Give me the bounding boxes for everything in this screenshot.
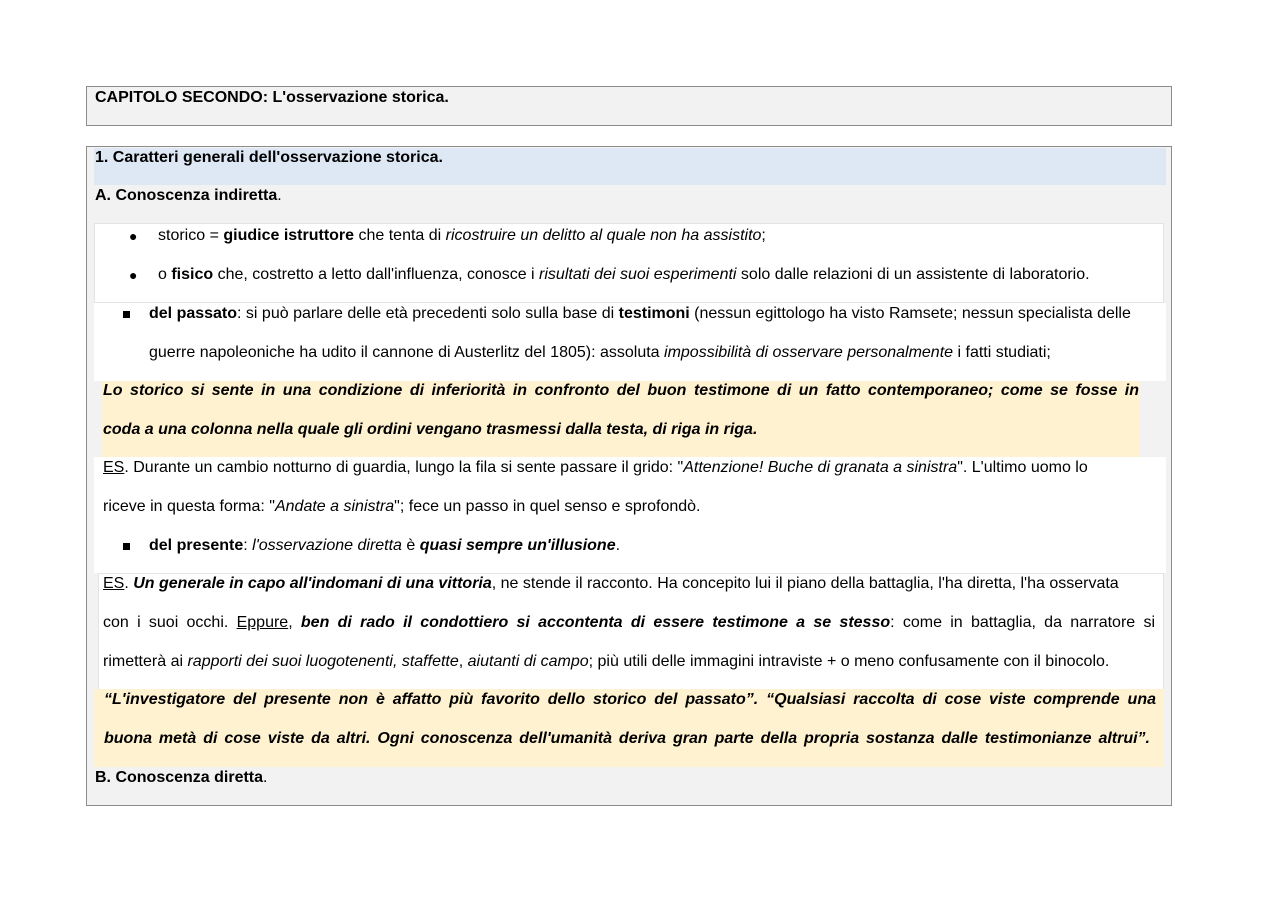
subsection-b-heading: B. Conoscenza diretta. bbox=[95, 769, 268, 786]
presente-line: del presente: l'osservazione diretta è quasi sempre un'illusione. bbox=[149, 537, 621, 554]
passato-line-1: del passato: si può parlare delle età precedenti solo sulla base di testimoni (nessun egittologo ha visto Ramsete; nessun specialista delle bbox=[149, 305, 1131, 322]
example-1-line-2: riceve in questa forma: "Andate a sinistra"; fece un passo in quel senso e sprofondò. bbox=[103, 498, 701, 515]
highlight-1-line-1: Lo storico si sente in una condizione di inferiorità in confronto del buon testimone di un fatto contemporaneo; come se fosse in bbox=[103, 382, 1139, 399]
chapter-title: CAPITOLO SECONDO: L'osservazione storica. bbox=[95, 89, 449, 106]
section-box bbox=[86, 146, 1172, 806]
square-bullet-icon bbox=[123, 543, 130, 550]
example-2-line-2: con i suoi occhi. Eppure, ben di rado il condottiero si accontenta di essere testimone a se stesso: come in battaglia, da narratore si bbox=[103, 614, 1155, 631]
highlight-1-line-2: coda a una colonna nella quale gli ordini vengano trasmessi dalla testa, di riga in riga. bbox=[103, 421, 758, 438]
chapter-header-box bbox=[86, 86, 1172, 126]
example-2-line-3: rimetterà ai rapporti dei suoi luogotenenti, staffette, aiutanti di campo; più utili delle immagini intraviste + o meno confusamente con il binocolo. bbox=[103, 653, 1110, 670]
square-bullet-icon bbox=[123, 311, 130, 318]
bullet-dot: ● bbox=[129, 267, 138, 283]
bullet-item-fisico: o fisico che, costretto a letto dall'influenza, conosce i risultati dei suoi esperimenti solo dalle relazioni di un assistente di laboratorio. bbox=[158, 266, 1090, 283]
subsection-a-heading: A. Conoscenza indiretta. bbox=[95, 187, 282, 204]
example-1-line-1: ES. Durante un cambio notturno di guardia, lungo la fila si sente passare il grido: "Attenzione! Buche di granata a sinistra". L'ultimo uomo lo bbox=[103, 459, 1088, 476]
section-title: 1. Caratteri generali dell'osservazione storica. bbox=[95, 149, 443, 166]
highlight-2-line-1: “L'investigatore del presente non è affatto più favorito dello storico del passato”. “Qualsiasi raccolta di cose viste comprende una bbox=[104, 691, 1156, 708]
bullet-dot: ● bbox=[129, 228, 138, 244]
passato-line-2: guerre napoleoniche ha udito il cannone di Austerlitz del 1805): assoluta impossibilità di osservare personalmente i fatti studiati; bbox=[149, 344, 1051, 361]
bullet-item-giudice: storico = giudice istruttore che tenta di ricostruire un delitto al quale non ha assistito; bbox=[158, 227, 766, 244]
example-2-line-1: ES. Un generale in capo all'indomani di una vittoria, ne stende il racconto. Ha concepito lui il piano della battaglia, l'ha diretta, l'ha osservata bbox=[103, 575, 1119, 592]
highlight-2-line-2: buona metà di cose viste da altri. Ogni conoscenza dell'umanità deriva gran parte della propria sostanza dalle testimonianze altrui”. bbox=[104, 730, 1150, 747]
